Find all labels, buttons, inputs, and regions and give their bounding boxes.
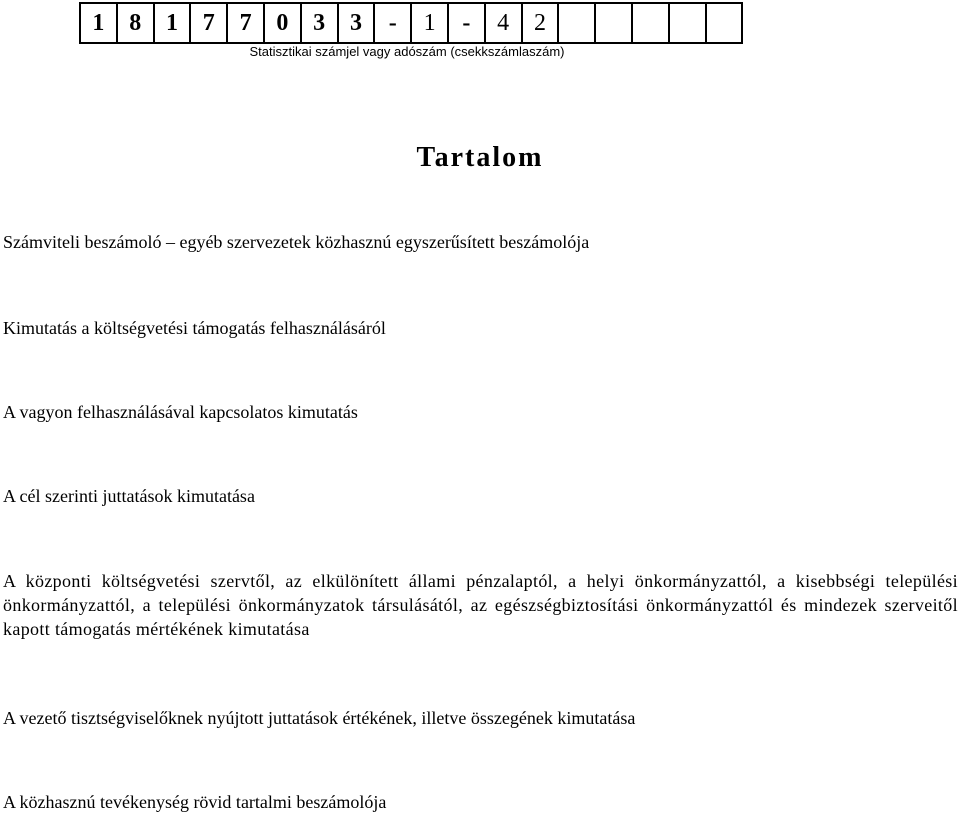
id-digit-box [559,4,596,42]
id-digit-box: - [449,4,486,42]
toc-entry: A cél szerinti juttatások kimutatása [3,486,255,506]
id-caption: Statisztikai számjel vagy adószám (csekkszámlaszám) [249,44,565,59]
id-digit-box: 0 [265,4,302,42]
page-title: Tartalom [416,142,544,173]
toc-entry: Kimutatás a költségvetési támogatás felhasználásáról [3,318,386,338]
toc-entry: Számviteli beszámoló – egyéb szervezetek közhasznú egyszerűsített beszámolója [3,232,590,252]
id-digit-box: 1 [412,4,449,42]
toc-entry: A közhasznú tevékenység rövid tartalmi beszámolója [3,792,387,812]
id-digit-box: 3 [302,4,339,42]
id-digit-box: 2 [523,4,560,42]
id-digit-box: 3 [339,4,376,42]
id-digit-box [633,4,670,42]
id-digit-box [670,4,707,42]
toc-entry: A vagyon felhasználásával kapcsolatos kimutatás [3,402,358,422]
id-digit-box: 1 [155,4,192,42]
id-digit-box: 8 [118,4,155,42]
id-digit-box: 7 [191,4,228,42]
toc-entry: A vezető tisztségviselőknek nyújtott juttatások értékének, illetve összegének kimutatása [3,708,636,728]
toc-entry: A központi költségvetési szervtől, az elkülönített állami pénzalaptól, a helyi önkormányzattól, a kisebbségi települési önkormányzattól, a települési önkormányzatok társulásától, az egészségbiztosítási önkormányzattól és mindezek szerveitől kapott támogatás mértékének kimutatása [3,571,958,639]
id-digit-box [596,4,633,42]
id-digit-box: 4 [486,4,523,42]
id-digit-box [707,4,744,42]
id-digit-box: - [375,4,412,42]
id-digit-box: 7 [228,4,265,42]
id-digit-box: 1 [81,4,118,42]
statistical-id-grid [79,2,743,44]
